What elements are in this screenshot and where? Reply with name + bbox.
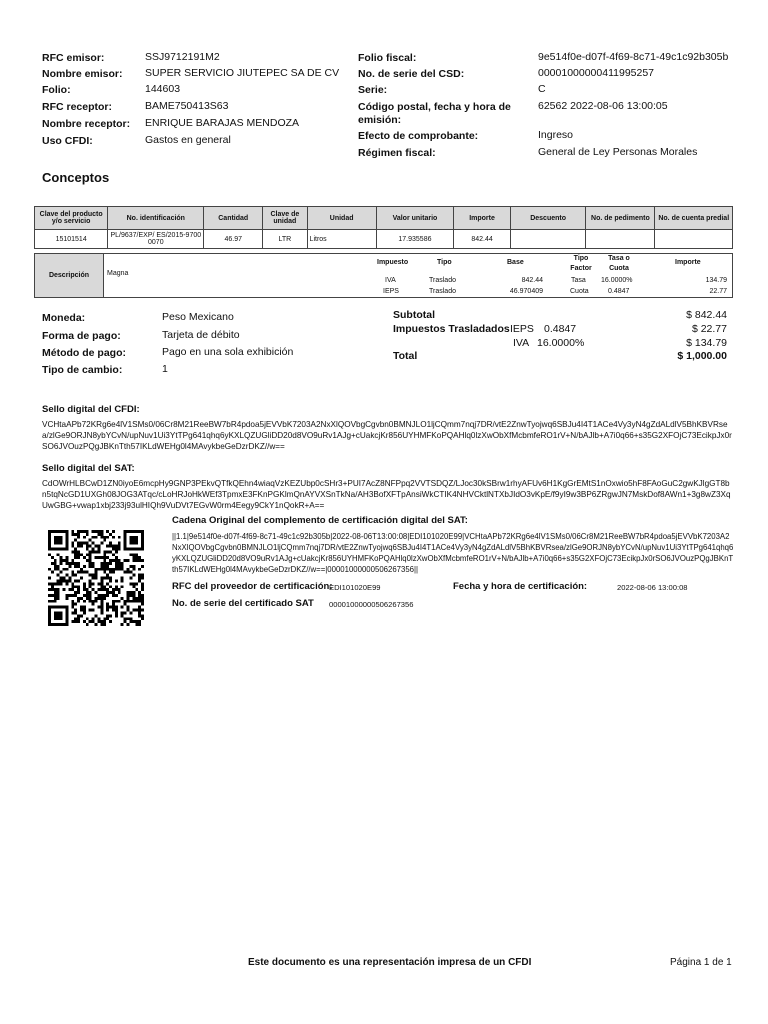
- uso-cfdi-value: Gastos en general: [145, 134, 231, 146]
- tipo-cambio-row: [42, 361, 168, 377]
- rfc-proveedor-label: RFC del proveedor de certificación:: [172, 581, 333, 592]
- col-header: Cantidad: [204, 207, 263, 230]
- moneda-value: Peso Mexicano: [162, 311, 234, 323]
- rfc-receptor-row: [42, 98, 229, 114]
- tax-cell: Tasa: [571, 277, 586, 284]
- table-row: [35, 230, 733, 249]
- col-header: Clave de unidad: [263, 207, 307, 230]
- forma-pago-value: Tarjeta de débito: [162, 329, 240, 341]
- table-cell: [510, 230, 585, 249]
- table-cell: 46.97: [204, 230, 263, 249]
- folio-fiscal-row: [358, 49, 729, 65]
- folio-value: 144603: [145, 83, 181, 95]
- uso-cfdi-row: [42, 132, 231, 148]
- iva-label: IVA: [513, 337, 530, 349]
- regimen-value: General de Ley Personas Morales: [538, 146, 698, 158]
- impuestos-trasladados-label: Impuestos Trasladados: [393, 323, 510, 335]
- tax-cell: 842.44: [521, 277, 543, 284]
- serie-csd-row: [358, 65, 655, 81]
- folio-fiscal-value: 9e514f0e-d07f-4f69-8c71-49c1c92b305b: [538, 51, 729, 63]
- serie-certificado-label: No. de serie del certificado SAT: [172, 598, 314, 609]
- serie-certificado-value: 00001000000506267356: [329, 600, 414, 609]
- col-header: No. de cuenta predial: [655, 207, 733, 230]
- nombre-receptor-label: Nombre receptor:: [42, 118, 131, 130]
- qr-code: [48, 525, 144, 631]
- ieps-rate: 0.4847: [544, 323, 577, 335]
- col-header: Descuento: [510, 207, 585, 230]
- col-header: Clave del producto y/o servicio: [35, 207, 108, 230]
- moneda-label: Moneda:: [42, 312, 86, 324]
- fecha-certificacion-label: Fecha y hora de certificación:: [453, 581, 588, 592]
- sello-cfdi-title: Sello digital del CFDI:: [42, 404, 140, 415]
- ieps-label: IEPS: [510, 323, 534, 335]
- tax-cell: Traslado: [429, 288, 456, 295]
- folio-label: Folio:: [42, 84, 71, 96]
- sello-sat-title: Sello digital del SAT:: [42, 463, 135, 474]
- cadena-title: Cadena Original del complemento de certificación digital del SAT:: [172, 515, 468, 526]
- efecto-value: Ingreso: [538, 129, 574, 141]
- table-cell: Litros: [307, 230, 376, 249]
- sello-sat-text: CdOWrHLBCwD1ZN0iyoE6mcpHy9GNP3PEkvQTfkQEhn4wiaqVzKEZUbp0cSHr3+PUI7AcZ8NFPpq2VVTSDQZ/LJoc30kSBrw1rhyAFUv6H1KgGrEMtS1nOxwio5hF8FAoGuC2gwKJlgGT8bn5tqNcGD1UXGh08JOG3ATqc/cLoHRJoHkWEf3TpmxE3FKnPGKlmQnAYVXSnTkNa/AH3BofXFTpAnsiWkCTIK4NHVCktlNTXbJIdO3vKpE/f9yI9w3BP6ZRgwJN7MskDof8AWn1+3g8wZ3XqUwGBG+vwap1xbj233j93ulHIQh9VuDVt7EGvW0rm4Eegy9CkY1nQokR+A==: [42, 479, 731, 510]
- nombre-emisor-value: SUPER SERVICIO JIUTEPEC SA DE CV: [145, 67, 340, 79]
- rfc-emisor-label: RFC emisor:: [42, 52, 105, 64]
- efecto-label: Efecto de comprobante:: [358, 130, 479, 142]
- rfc-proveedor-value: EDI101020E99: [329, 583, 381, 592]
- tax-cell: 134.79: [705, 277, 727, 284]
- qr-modules: [48, 530, 144, 626]
- moneda-row: [42, 309, 234, 325]
- iva-amount: $ 134.79: [686, 337, 727, 349]
- tax-cell: IEPS: [383, 288, 399, 295]
- tipo-cambio-label: Tipo de cambio:: [42, 364, 123, 376]
- folio-row: [42, 81, 181, 97]
- page-number: Página 1 de 1: [670, 957, 732, 968]
- descripcion-value: Magna: [107, 270, 129, 277]
- col-header: No. de pedimento: [586, 207, 655, 230]
- tax-header-importe: Importe: [675, 259, 701, 266]
- col-header: No. identificación: [108, 207, 204, 230]
- table-cell: 15101514: [35, 230, 108, 249]
- cp-fecha-label: Código postal, fecha y hora de: [358, 101, 511, 113]
- subtotal-value: $ 842.44: [686, 309, 727, 321]
- conceptos-table: [34, 206, 733, 249]
- serie-csd-label: No. de serie del CSD:: [358, 68, 465, 80]
- col-header: Unidad: [307, 207, 376, 230]
- cp-fecha-row-2: [358, 111, 401, 127]
- tax-cell: IVA: [385, 277, 396, 284]
- descripcion-box: [34, 253, 733, 298]
- total-value: $ 1,000.00: [677, 350, 727, 362]
- fecha-certificacion-value: 2022-08-06 13:00:08: [617, 583, 688, 592]
- tax-cell: 0.4847: [608, 288, 630, 295]
- total-label: Total: [393, 350, 418, 362]
- rfc-emisor-row: [42, 49, 220, 65]
- rfc-receptor-value: BAME750413S63: [145, 100, 229, 112]
- tax-cell: 22.77: [709, 288, 727, 295]
- efecto-row: [358, 127, 574, 143]
- tax-header-tasa: Tasa o Cuota: [608, 255, 630, 272]
- metodo-pago-value: Pago en una sola exhibición: [162, 346, 294, 358]
- metodo-pago-label: Método de pago:: [42, 347, 126, 359]
- regimen-row: [358, 144, 698, 160]
- table-cell: 17.935586: [376, 230, 453, 249]
- nombre-receptor-row: [42, 115, 300, 131]
- rfc-receptor-label: RFC receptor:: [42, 101, 113, 113]
- cp-fecha-label-2: emisión:: [358, 114, 402, 126]
- uso-cfdi-label: Uso CFDI:: [42, 135, 93, 147]
- tax-cell: 46.970409: [509, 288, 543, 295]
- tax-cell: Cuota: [570, 288, 589, 295]
- col-header: Importe: [454, 207, 511, 230]
- table-cell: [655, 230, 733, 249]
- iva-rate: 16.0000%: [537, 337, 585, 349]
- tax-cell: 16.0000%: [601, 277, 633, 284]
- conceptos-header-row: [35, 207, 733, 230]
- tax-header-base: Base: [507, 259, 524, 266]
- sello-cfdi-text: VCHtaAPb72KRg6e4lV1SMs0/06Cr8M21ReeBW7bR4pdoa5jEVVbK7203A2NxXlQOVbgCgvbn0BMNJLO1ljCQmm7nqj7DR/vtE2ZnwTyojwq6SBJu4I4T1ACe4Vy3yN4gZdALdlV5BhKBVRsea/zlGe9ORJN8ybYCvN/upNuv1Ui3YtTPg641qhq6yKXLQZUGliDD20d8VO9uRv1AJg+cUakcjKr856UYHMFKoPQAHlq0lzXwObXfMcbmfeRO1rV+N/bAJlb+A7i0q66+s35G2XFOjC73EcikpJx0rSO6JVOuzPQgJBKnTth57IKLdWEHg0l4MAvykbeGeDzrDKZ//w==: [42, 420, 732, 451]
- serie-csd-value: 00001000000411995257: [538, 67, 655, 79]
- tipo-cambio-value: 1: [162, 363, 168, 375]
- tax-cell: Traslado: [429, 277, 456, 284]
- cadena-text: ||1.1|9e514f0e-d07f-4f69-8c71-49c1c92b305b|2022-08-06T13:00:08|EDI101020E99|VCHtaAPb72KRg6e4lV1SMs0/06Cr8M21ReeBW7bR4pdoa5jEVVbK7203A2NxXlQOVbgCgvbn0BMNJLO1ljCQmm7nqj7DR/vtE2ZnwTyojwq6SBJu4I4T1ACe4Vy3yN4gZdALdlV5BhKBVRsea/zlGe9ORJN8ybYCvN/upNuv1Ui3YtTPg641qhq6yKXLQZUGliDD20d8VO9uRv1AJg+cUakcjKr856UYHMFKoPQAHlq0lzXwObXfMcbmfeRO1rV+N/bAJlb+A7i0q66+s35G2XFOjC73EcikpJx0rSO6JVOuzPQgJBKnTth57IKLdWEHg0l4MAvykbeGeDzrDKZ//w==|00001000000506267356||: [172, 532, 734, 574]
- serie-row: [358, 81, 546, 97]
- descripcion-label: Descripción: [35, 254, 104, 297]
- metodo-pago-row: [42, 344, 294, 360]
- tax-header-tipo: Tipo: [437, 259, 452, 266]
- serie-label: Serie:: [358, 84, 388, 96]
- serie-value: C: [538, 83, 546, 95]
- table-cell: PL/9637/EXP/ ES/2015-9700 0070: [108, 230, 204, 249]
- forma-pago-row: [42, 327, 240, 343]
- nombre-emisor-label: Nombre emisor:: [42, 68, 123, 80]
- forma-pago-label: Forma de pago:: [42, 330, 121, 342]
- table-cell: 842.44: [454, 230, 511, 249]
- tax-header-impuesto: Impuesto: [377, 259, 409, 266]
- cp-fecha-value: 62562 2022-08-06 13:00:05: [538, 100, 668, 112]
- nombre-receptor-value: ENRIQUE BARAJAS MENDOZA: [145, 117, 300, 129]
- col-header: Valor unitario: [376, 207, 453, 230]
- conceptos-title: Conceptos: [42, 170, 110, 185]
- footer-note: Este documento es una representación impresa de un CFDI: [248, 957, 532, 968]
- folio-fiscal-label: Folio fiscal:: [358, 52, 417, 64]
- regimen-label: Régimen fiscal:: [358, 147, 436, 159]
- tax-header-tipo-factor: Tipo Factor: [570, 255, 592, 272]
- table-cell: [586, 230, 655, 249]
- rfc-emisor-value: SSJ9712191M2: [145, 51, 220, 63]
- ieps-amount: $ 22.77: [691, 323, 727, 335]
- subtotal-label: Subtotal: [393, 309, 435, 321]
- nombre-emisor-row: [42, 65, 340, 81]
- table-cell: LTR: [263, 230, 307, 249]
